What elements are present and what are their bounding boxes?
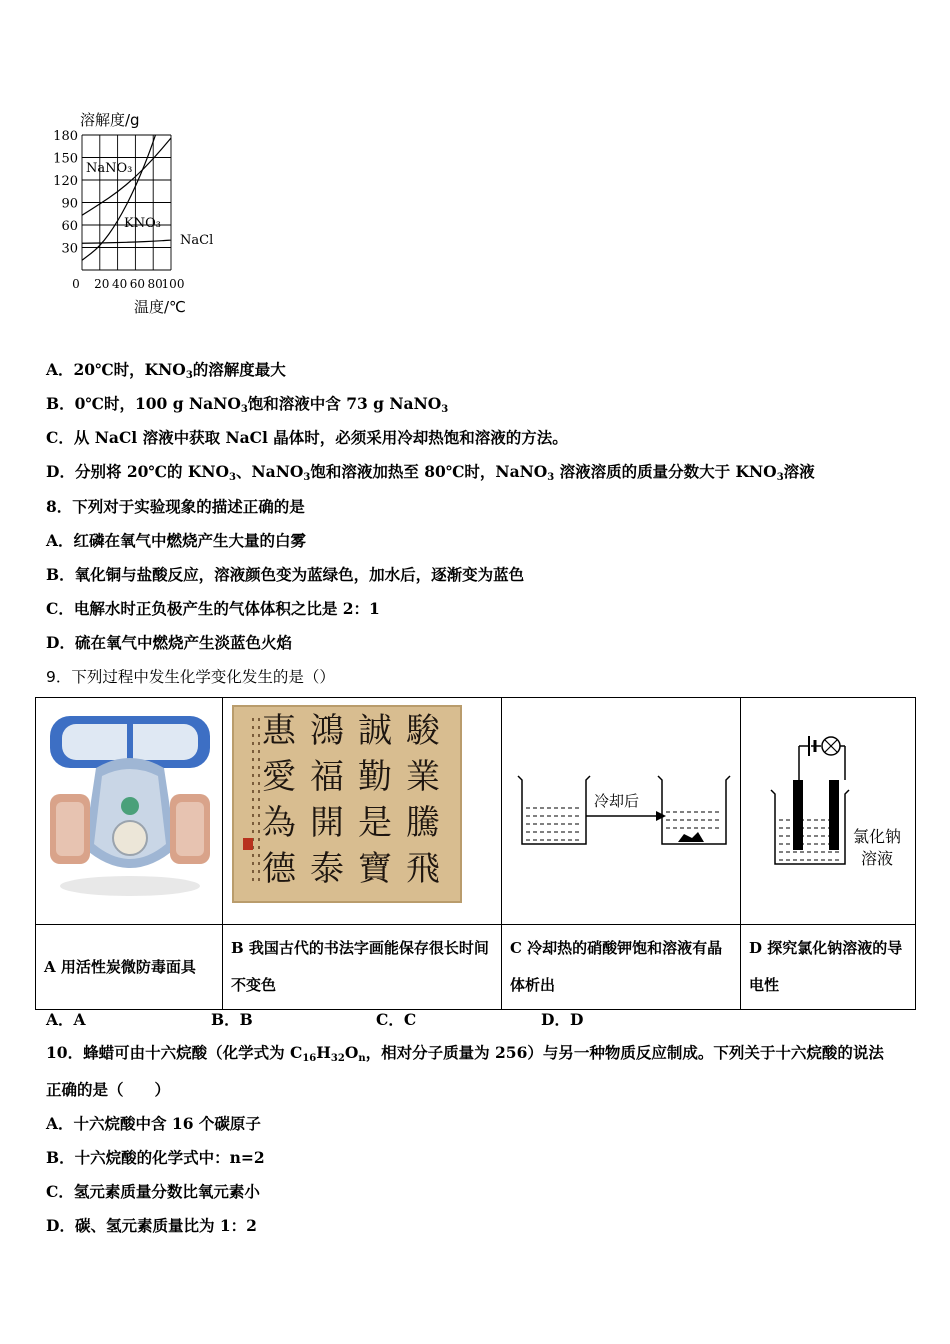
y-tick-label: 90: [61, 196, 78, 212]
solution-label-1: 氯化钠: [853, 827, 902, 846]
calligraphy-character: 福: [310, 757, 344, 797]
calligraphy-character: 勤: [358, 757, 392, 797]
calligraphy-character: 開: [310, 803, 344, 843]
y-tick-label: 30: [61, 241, 78, 257]
y-tick-label: 60: [61, 219, 78, 234]
q9-image-cell-a: [36, 698, 223, 925]
calligraphy-character: 愛: [262, 757, 296, 797]
solubility-chart: [40, 108, 240, 318]
calligraphy-image: [223, 698, 501, 920]
x-tick-label: 20: [94, 277, 110, 291]
calligraphy-character: 德: [262, 849, 296, 889]
q8-option-c: C．电解水时正负极产生的气体体积之比是 2：1: [46, 599, 380, 618]
q9-answer-b: B．B: [211, 1010, 253, 1029]
chart-xlabel: 温度/℃: [134, 298, 186, 316]
cooling-label: 冷却后: [594, 792, 640, 810]
calligraphy-character: 騰: [406, 803, 440, 843]
q9-answer-a: A．A: [46, 1010, 86, 1029]
calligraphy-character: 業: [406, 757, 440, 797]
conductivity-test-diagram: [741, 698, 915, 920]
x-tick-label: 100: [161, 277, 185, 291]
q8-stem: 8．下列对于实验现象的描述正确的是: [46, 497, 305, 516]
q7-option-d: D．分别将 20℃的 $KNO_3$、NaNO$_3$饱和溶液加热至 80℃时，NaNO$_3$ 溶液溶质的质量分数大于 $KNO_3$溶液: [46, 462, 815, 483]
q10-option-c: C．氢元素质量分数比氧元素小: [46, 1182, 260, 1201]
series-label-kno3: KNO₃: [124, 216, 161, 231]
q9-options-table: [35, 697, 916, 1010]
cooling-beakers-diagram: [502, 698, 740, 920]
q9-image-cell-c: [502, 698, 741, 925]
calligraphy-character: 鴻: [310, 711, 344, 751]
calligraphy-character: 泰: [310, 849, 344, 889]
y-tick-label: 150: [53, 151, 78, 167]
q10-option-b: B．十六烷酸的化学式中：n=2: [46, 1148, 265, 1167]
x-tick-label: 0: [72, 277, 80, 291]
q9-caption-b: B 我国古代的书法字画能保存很长时间不变色: [223, 925, 502, 1010]
series-line-2: [82, 240, 171, 243]
y-tick-label: 180: [53, 129, 78, 144]
calligraphy-character: 是: [358, 803, 392, 843]
q9-caption-a: A 用活性炭微防毒面具: [36, 925, 223, 1010]
x-tick-label: 40: [111, 277, 128, 291]
calligraphy-character: 寶: [358, 849, 392, 889]
calligraphy-character: 惠: [262, 711, 296, 751]
q9-answer-c: C．C: [376, 1010, 417, 1029]
q9-stem: 9．下列过程中发生化学变化发生的是（）: [46, 668, 335, 686]
calligraphy-character: 誠: [358, 711, 392, 751]
calligraphy-character: 駿: [406, 711, 440, 751]
q10-option-a: A．十六烷酸中含 16 个碳原子: [46, 1114, 261, 1133]
q7-option-c: C．从 NaCl 溶液中获取 NaCl 晶体时，必须采用冷却热饱和溶液的方法。: [46, 428, 568, 447]
q10-option-d: D．碳、氢元素质量比为 1：2: [46, 1216, 257, 1235]
q8-option-d: D．硫在氧气中燃烧产生淡蓝色火焰: [46, 633, 292, 652]
q9-caption-d: D 探究氯化钠溶液的导电性: [741, 925, 916, 1010]
q10-stem-cont: 正确的是（ ）: [46, 1080, 171, 1099]
solution-label-2: 溶液: [861, 849, 894, 868]
q7-option-a: A．20℃时，$KNO_3$的溶解度最大: [46, 360, 286, 381]
x-tick-label: 60: [129, 277, 146, 291]
series-label-nacl: NaCl: [180, 233, 214, 248]
q8-option-b: B．氧化铜与盐酸反应，溶液颜色变为蓝绿色，加水后，逐渐变为蓝色: [46, 565, 525, 584]
q7-option-b: B．0℃时，100 g NaNO$_3$饱和溶液中含 73 g NaNO$_3$: [46, 394, 449, 415]
gas-mask-image: [36, 698, 222, 920]
q9-caption-c: C 冷却热的硝酸钾饱和溶液有晶体析出: [502, 925, 741, 1010]
q9-image-cell-b: [223, 698, 502, 925]
chart-ylabel: 溶解度/g: [80, 111, 140, 129]
q9-image-cell-d: [741, 698, 916, 925]
y-tick-label: 120: [53, 174, 78, 189]
q9-answer-d: D．D: [541, 1010, 584, 1029]
calligraphy-character: 為: [262, 803, 296, 843]
series-label-nano3: NaNO₃: [86, 161, 133, 176]
calligraphy-character: 飛: [406, 849, 440, 889]
q10-stem: 10．蜂蜡可由十六烷酸（化学式为 $C_{16}H_{32}O_n$，相对分子质量为 256）与另一种物质反应制成。下列关于十六烷酸的说法: [46, 1043, 884, 1064]
x-tick-label: 80: [147, 277, 163, 291]
q8-option-a: A．红磷在氧气中燃烧产生大量的白雾: [46, 531, 307, 550]
